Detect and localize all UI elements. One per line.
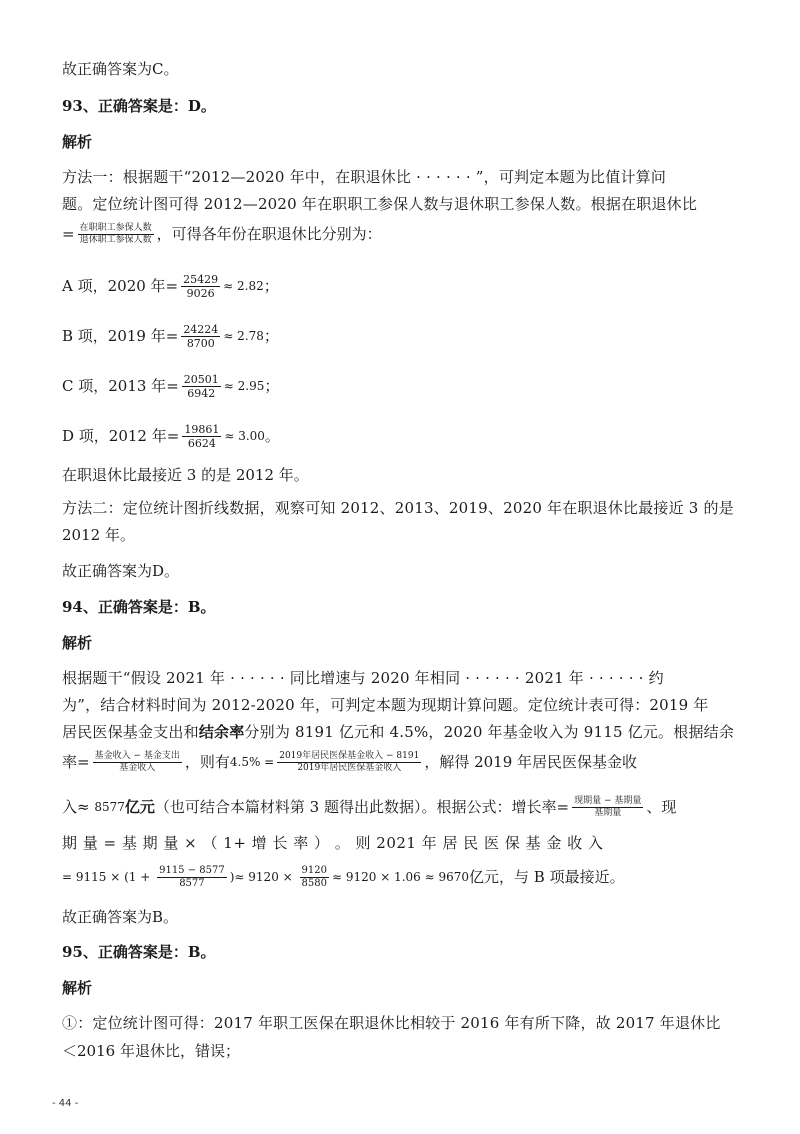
equals-sign: = bbox=[166, 427, 180, 445]
q93-analysis-heading: 解析 bbox=[62, 133, 93, 151]
item-result: ≈ 2.78 bbox=[223, 329, 264, 343]
text-segment: 分别为 8191 亿元和 4.5%，2020 年基金收入为 9115 亿元。根据结余 bbox=[244, 723, 735, 741]
item-fraction bbox=[181, 323, 220, 350]
income-fraction bbox=[277, 751, 421, 774]
text-segment: 率 bbox=[62, 753, 78, 771]
text-segment: 入≈ bbox=[62, 798, 95, 816]
q93-title: 93、正确答案是：D。 bbox=[62, 97, 216, 115]
q94-line4-formula bbox=[62, 745, 744, 778]
q93-item-b bbox=[62, 320, 744, 351]
q94-line3 bbox=[62, 721, 744, 743]
text-segment: = 9115 × (1 + bbox=[62, 870, 155, 884]
fraction-denominator: 基期量 bbox=[594, 807, 622, 818]
q93-method2-line1: 方法二：定位统计图折线数据，观察可知 2012、2013、2019、2020 年在职退休比最接近 3 的是 bbox=[62, 499, 734, 517]
equals-sign: = bbox=[556, 798, 570, 816]
ratio-tail-text: ，可得各年份在职退休比分别为： bbox=[156, 225, 382, 243]
growth-rate-fraction bbox=[572, 796, 643, 819]
item-label: C 项，2013 年 bbox=[62, 377, 167, 395]
text-segment: （也可结合本篇材料第 3 题得出此数据）。根据公式：增长率 bbox=[154, 798, 557, 816]
item-end: ； bbox=[263, 277, 279, 295]
text-segment: ≈ 9120 × 1.06 ≈ bbox=[331, 870, 439, 884]
fraction-numerator: 2019年居民医保基金收入 − 8191 bbox=[279, 750, 420, 761]
item-result: ≈ 3.00 bbox=[224, 429, 265, 443]
item-end: 。 bbox=[264, 427, 280, 445]
q93-item-c bbox=[62, 370, 744, 401]
q95-analysis-heading: 解析 bbox=[62, 979, 93, 997]
bold-term: 结余率 bbox=[198, 723, 245, 741]
fraction-denominator: 8700 bbox=[186, 336, 215, 350]
ratio-fraction bbox=[300, 865, 329, 890]
fraction-numerator: 24224 bbox=[183, 322, 219, 336]
equals-sign: = bbox=[165, 277, 179, 295]
text-segment: 居民医保基金支出和 bbox=[62, 723, 199, 741]
q94-line7-formula bbox=[62, 856, 744, 897]
q95-line2: ＜2016 年退休比，错误； bbox=[62, 1042, 240, 1060]
q94-line1: 根据题干“假设 2021 年 · · · · · · 同比增速与 2020 年相同 · · · · · · 2021 年 · · · · · · 约 bbox=[62, 669, 664, 687]
item-label: A 项，2020 年 bbox=[62, 277, 166, 295]
q94-analysis-heading: 解析 bbox=[62, 634, 93, 652]
item-end: ； bbox=[264, 377, 280, 395]
unit-text: 亿元 bbox=[124, 798, 155, 816]
q94-line2: 为”，结合材料时间为 2012-2020 年，可判定本题为现期计算问题。定位统计表可得：2019 年 bbox=[62, 696, 709, 714]
fraction-numerator: 19861 bbox=[184, 422, 220, 436]
item-fraction bbox=[182, 423, 221, 450]
q93-method1-line2: 题。定位统计图可得 2012—2020 年在职职工参保人数与退休职工参保人数。根据在职退休比 bbox=[62, 195, 698, 213]
text-segment: 亿元，与 B 项最接近。 bbox=[469, 868, 625, 886]
fraction-denominator: 2019年居民医保基金收入 bbox=[297, 762, 402, 773]
item-label: D 项，2012 年 bbox=[62, 427, 167, 445]
q95-line1: ①：定位统计图可得：2017 年职工医保在职退休比相较于 2016 年有所下降，故 2017 年退休比 bbox=[62, 1014, 721, 1032]
q93-method2-line2: 2012 年。 bbox=[62, 526, 135, 544]
fraction-denominator: 退休职工参保人数 bbox=[79, 234, 152, 245]
fraction-denominator: 基金收入 bbox=[119, 762, 156, 773]
text-segment: 、现 bbox=[646, 798, 677, 816]
item-fraction bbox=[181, 273, 220, 300]
fraction-denominator: 8577 bbox=[179, 877, 205, 889]
paragraph-answer-92: 故正确答案为C。 bbox=[62, 60, 179, 78]
q94-line6: 期 量 = 基 期 量 × （ 1+ 增 长 率 ） 。 则 2021 年 居 民 医 保 基 金 收 入 bbox=[62, 834, 604, 852]
item-label: B 项，2019 年 bbox=[62, 327, 166, 345]
fraction-numerator: 现期量 − 基期量 bbox=[574, 795, 642, 806]
fraction-denominator: 6942 bbox=[187, 386, 216, 400]
item-end: ； bbox=[263, 327, 279, 345]
item-result: ≈ 2.82 bbox=[223, 279, 264, 293]
text-segment: ，解得 2019 年居民医保基金收 bbox=[424, 753, 638, 771]
q93-item-a bbox=[62, 270, 744, 301]
item-result: ≈ 2.95 bbox=[223, 379, 265, 393]
fraction-numerator: 9120 bbox=[301, 864, 327, 876]
computed-value: 8577 bbox=[94, 800, 125, 814]
item-fraction bbox=[182, 373, 221, 400]
q94-answer: 故正确答案为B。 bbox=[62, 908, 179, 926]
fraction-denominator: 6624 bbox=[187, 436, 216, 450]
fraction-numerator: 20501 bbox=[183, 372, 219, 386]
ratio-fraction bbox=[78, 223, 154, 246]
computed-value: 9670 bbox=[438, 870, 470, 884]
equals-sign: = bbox=[62, 225, 75, 243]
text-segment: )≈ 9120 × bbox=[229, 870, 297, 884]
page-number: - 44 - bbox=[52, 1098, 79, 1109]
q93-item-d bbox=[62, 420, 744, 451]
fraction-denominator: 8580 bbox=[301, 877, 327, 889]
equals-sign: = bbox=[165, 327, 179, 345]
q93-ratio-formula bbox=[62, 218, 744, 249]
q93-conclusion: 在职退休比最接近 3 的是 2012 年。 bbox=[62, 466, 309, 484]
surplus-rate-fraction bbox=[93, 751, 182, 774]
equals-sign: = bbox=[77, 753, 90, 771]
fraction-numerator: 基金收入 − 基金支出 bbox=[94, 750, 180, 761]
q95-title: 95、正确答案是：B。 bbox=[62, 943, 216, 961]
q93-method1-line1: 方法一：根据题干“2012—2020 年中，在职退休比 · · · · · · ”，可判定本题为比值计算问 bbox=[62, 168, 667, 186]
q94-line5 bbox=[62, 790, 744, 823]
fraction-numerator: 在职职工参保人数 bbox=[79, 222, 152, 233]
growth-fraction bbox=[157, 865, 227, 890]
fraction-denominator: 9026 bbox=[186, 286, 215, 300]
equals-sign: = bbox=[166, 377, 179, 395]
fraction-numerator: 9115 − 8577 bbox=[159, 864, 225, 876]
q93-answer: 故正确答案为D。 bbox=[62, 562, 180, 580]
text-segment: ，则有 bbox=[184, 753, 230, 771]
percent-value: 4.5% = bbox=[229, 755, 275, 769]
fraction-numerator: 25429 bbox=[183, 272, 219, 286]
q94-title: 94、正确答案是：B。 bbox=[62, 598, 216, 616]
